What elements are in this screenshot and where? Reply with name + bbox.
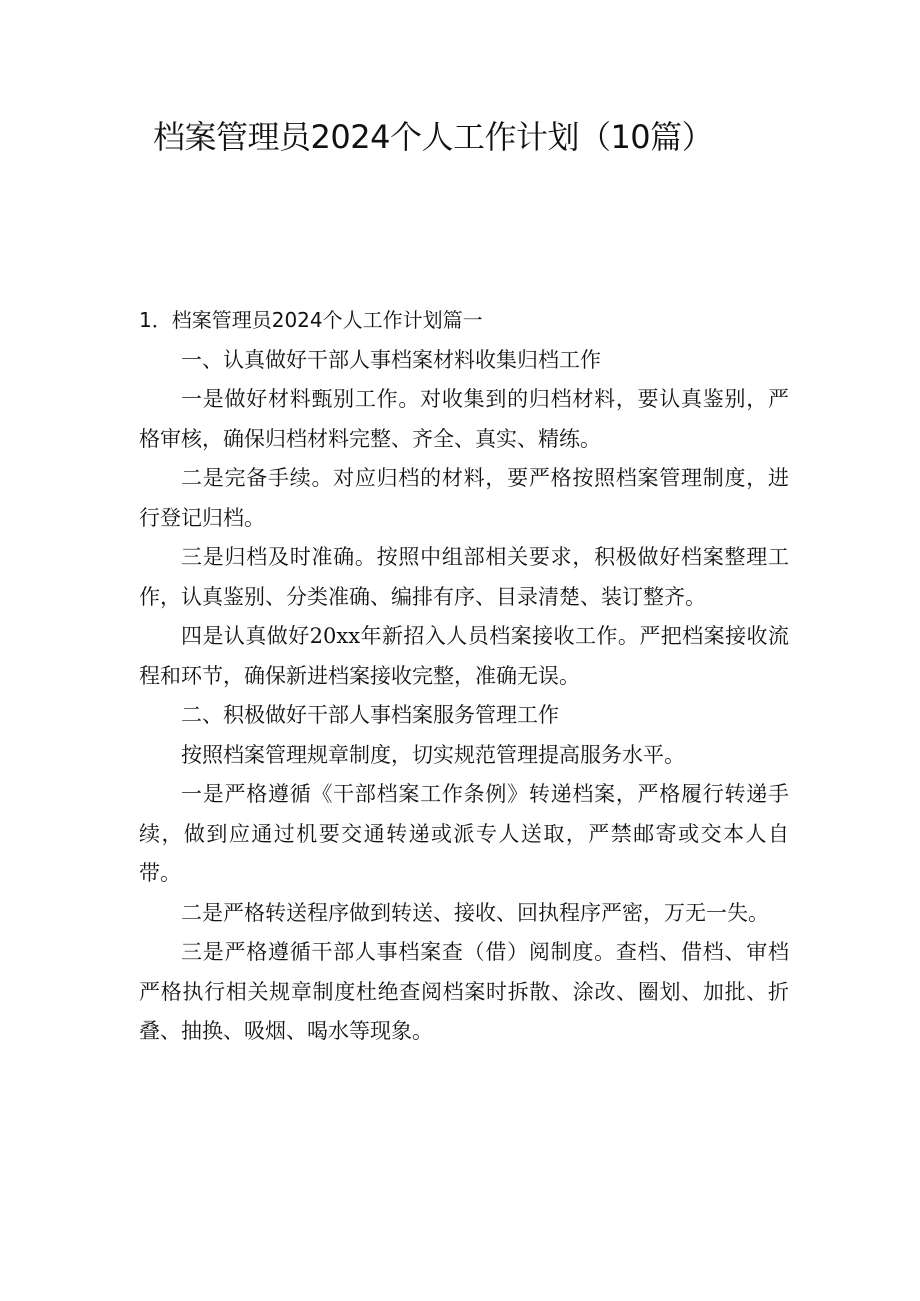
subheading-2: 二、积极做好干部人事档案服务管理工作	[181, 703, 559, 727]
paragraph: 三是归档及时准确。按照中组部相关要求，积极做好档案整理工作，认真鉴别、分类准确、编排有序、目录清楚、装订整齐。	[139, 545, 789, 609]
section-title: 1．档案管理员2024个人工作计划篇一	[139, 308, 483, 332]
subheading-1: 一、认真做好干部人事档案材料收集归档工作	[181, 347, 601, 372]
paragraph: 二是完备手续。对应归档的材料，要严格按照档案管理制度，进行登记归档。	[139, 466, 789, 530]
paragraph: 三是严格遵循干部人事档案查（借）阅制度。查档、借档、审档严格执行相关规章制度杜绝查阅档案时拆散、涂改、圈划、加批、折叠、抽换、吸烟、喝水等现象。	[139, 940, 789, 1043]
paragraph: 四是认真做好20xx年新招入人员档案接收工作。严把档案接收流程和环节，确保新进档案接收完整，准确无误。	[139, 624, 789, 688]
paragraph: 按照档案管理规章制度，切实规范管理提高服务水平。	[181, 742, 685, 767]
document-body	[139, 301, 789, 1052]
paragraph: 二是严格转送程序做到转送、接收、回执程序严密，万无一失。	[181, 900, 769, 925]
document-title: 档案管理员2024个人工作计划（10篇）	[153, 118, 714, 156]
paragraph: 一是严格遵循《干部档案工作条例》转递档案，严格履行转递手续，做到应通过机要交通转递或派专人送取，严禁邮寄或交本人自带。	[139, 782, 789, 885]
paragraph: 一是做好材料甄别工作。对收集到的归档材料，要认真鉴别，严格审核，确保归档材料完整、齐全、真实、精练。	[139, 387, 789, 451]
